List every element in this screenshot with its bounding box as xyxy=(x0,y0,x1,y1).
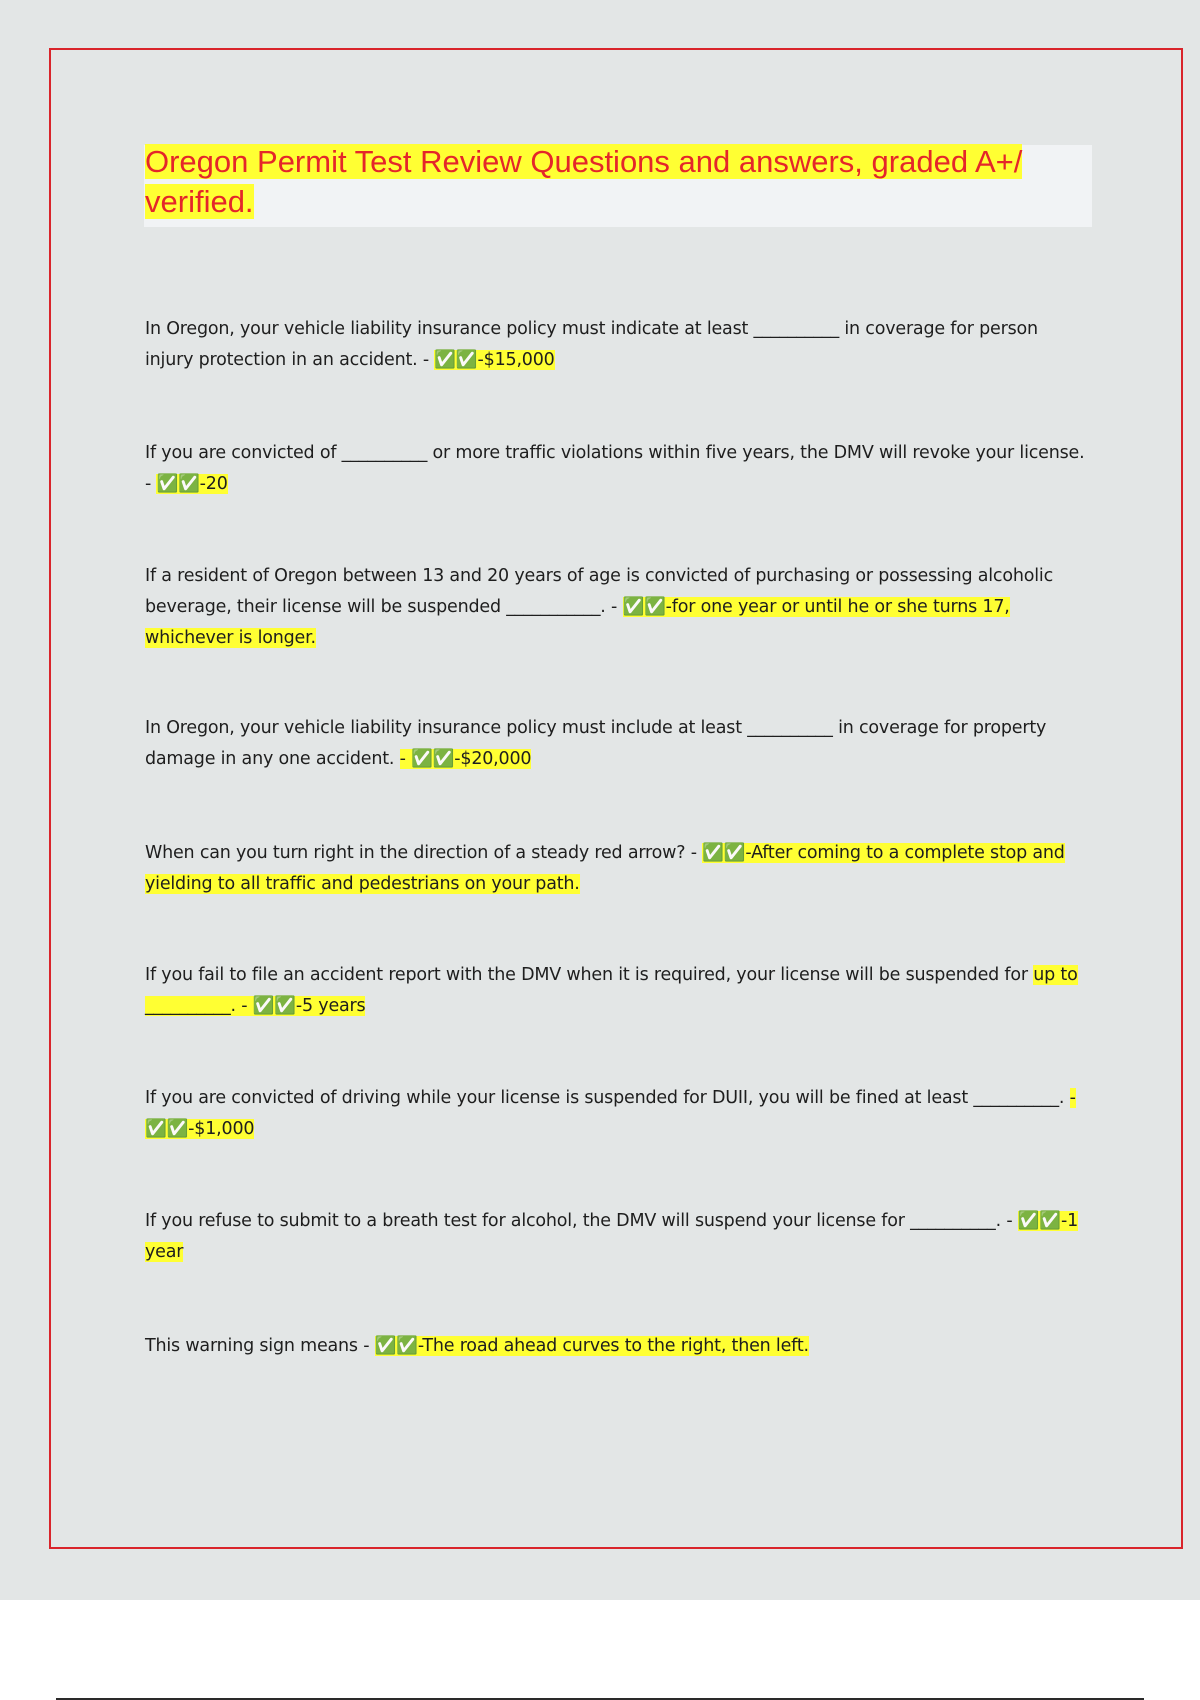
answer-text: - ✅✅-$20,000 xyxy=(399,749,532,769)
qa-item xyxy=(145,1331,1090,1362)
qa-item xyxy=(145,838,1090,900)
question-text: In Oregon, your vehicle liability insurance policy must include at least __________ in coverage for property damage in any one accident. xyxy=(145,718,1047,769)
question-text: If you are convicted of driving while your license is suspended for DUII, you will be fined at least __________. xyxy=(145,1088,1070,1108)
question-text: This warning sign means - xyxy=(145,1336,375,1356)
qa-item xyxy=(145,713,1090,775)
title-highlight: Oregon Permit Test Review Questions and answers, graded A+/ verified. xyxy=(145,144,1023,219)
question-text: In Oregon, your vehicle liability insurance policy must indicate at least __________ in coverage for person injury protection in an accident. - xyxy=(145,319,1038,370)
answer-text: up to __________. - ✅✅-5 years xyxy=(145,965,1078,1016)
question-text: If you refuse to submit to a breath test for alcohol, the DMV will suspend your license for __________. - xyxy=(145,1211,1018,1231)
question-text: If you are convicted of __________ or more traffic violations within five years, the DMV will revoke your license. - xyxy=(145,443,1085,494)
document-title xyxy=(145,142,1090,222)
qa-item xyxy=(145,314,1090,376)
answer-text: ✅✅-The road ahead curves to the right, then left. xyxy=(374,1336,809,1356)
qa-item xyxy=(145,1206,1090,1268)
answer-text: ✅✅-1 year xyxy=(145,1211,1079,1262)
qa-item xyxy=(145,960,1090,1022)
page-border xyxy=(49,48,1183,1549)
question-text: If you fail to file an accident report with the DMV when it is required, your license will be suspended for xyxy=(145,965,1034,985)
question-text: When can you turn right in the direction of a steady red arrow? - xyxy=(145,843,703,863)
answer-text: ✅✅-$15,000 xyxy=(434,350,555,370)
qa-item xyxy=(145,561,1090,654)
answer-text: ✅✅-20 xyxy=(156,474,228,494)
answer-text: ✅✅-for one year or until he or she turns 17, whichever is longer. xyxy=(145,597,1010,648)
answer-text: ✅✅-After coming to a complete stop and yielding to all traffic and pedestrians on your path. xyxy=(145,843,1065,894)
question-text: If a resident of Oregon between 13 and 20 years of age is convicted of purchasing or possessing alcoholic beverage, their license will be suspended ___________. - xyxy=(145,566,1053,617)
qa-item xyxy=(145,438,1090,500)
answer-text: - ✅✅-$1,000 xyxy=(145,1088,1076,1139)
qa-item xyxy=(145,1083,1090,1145)
